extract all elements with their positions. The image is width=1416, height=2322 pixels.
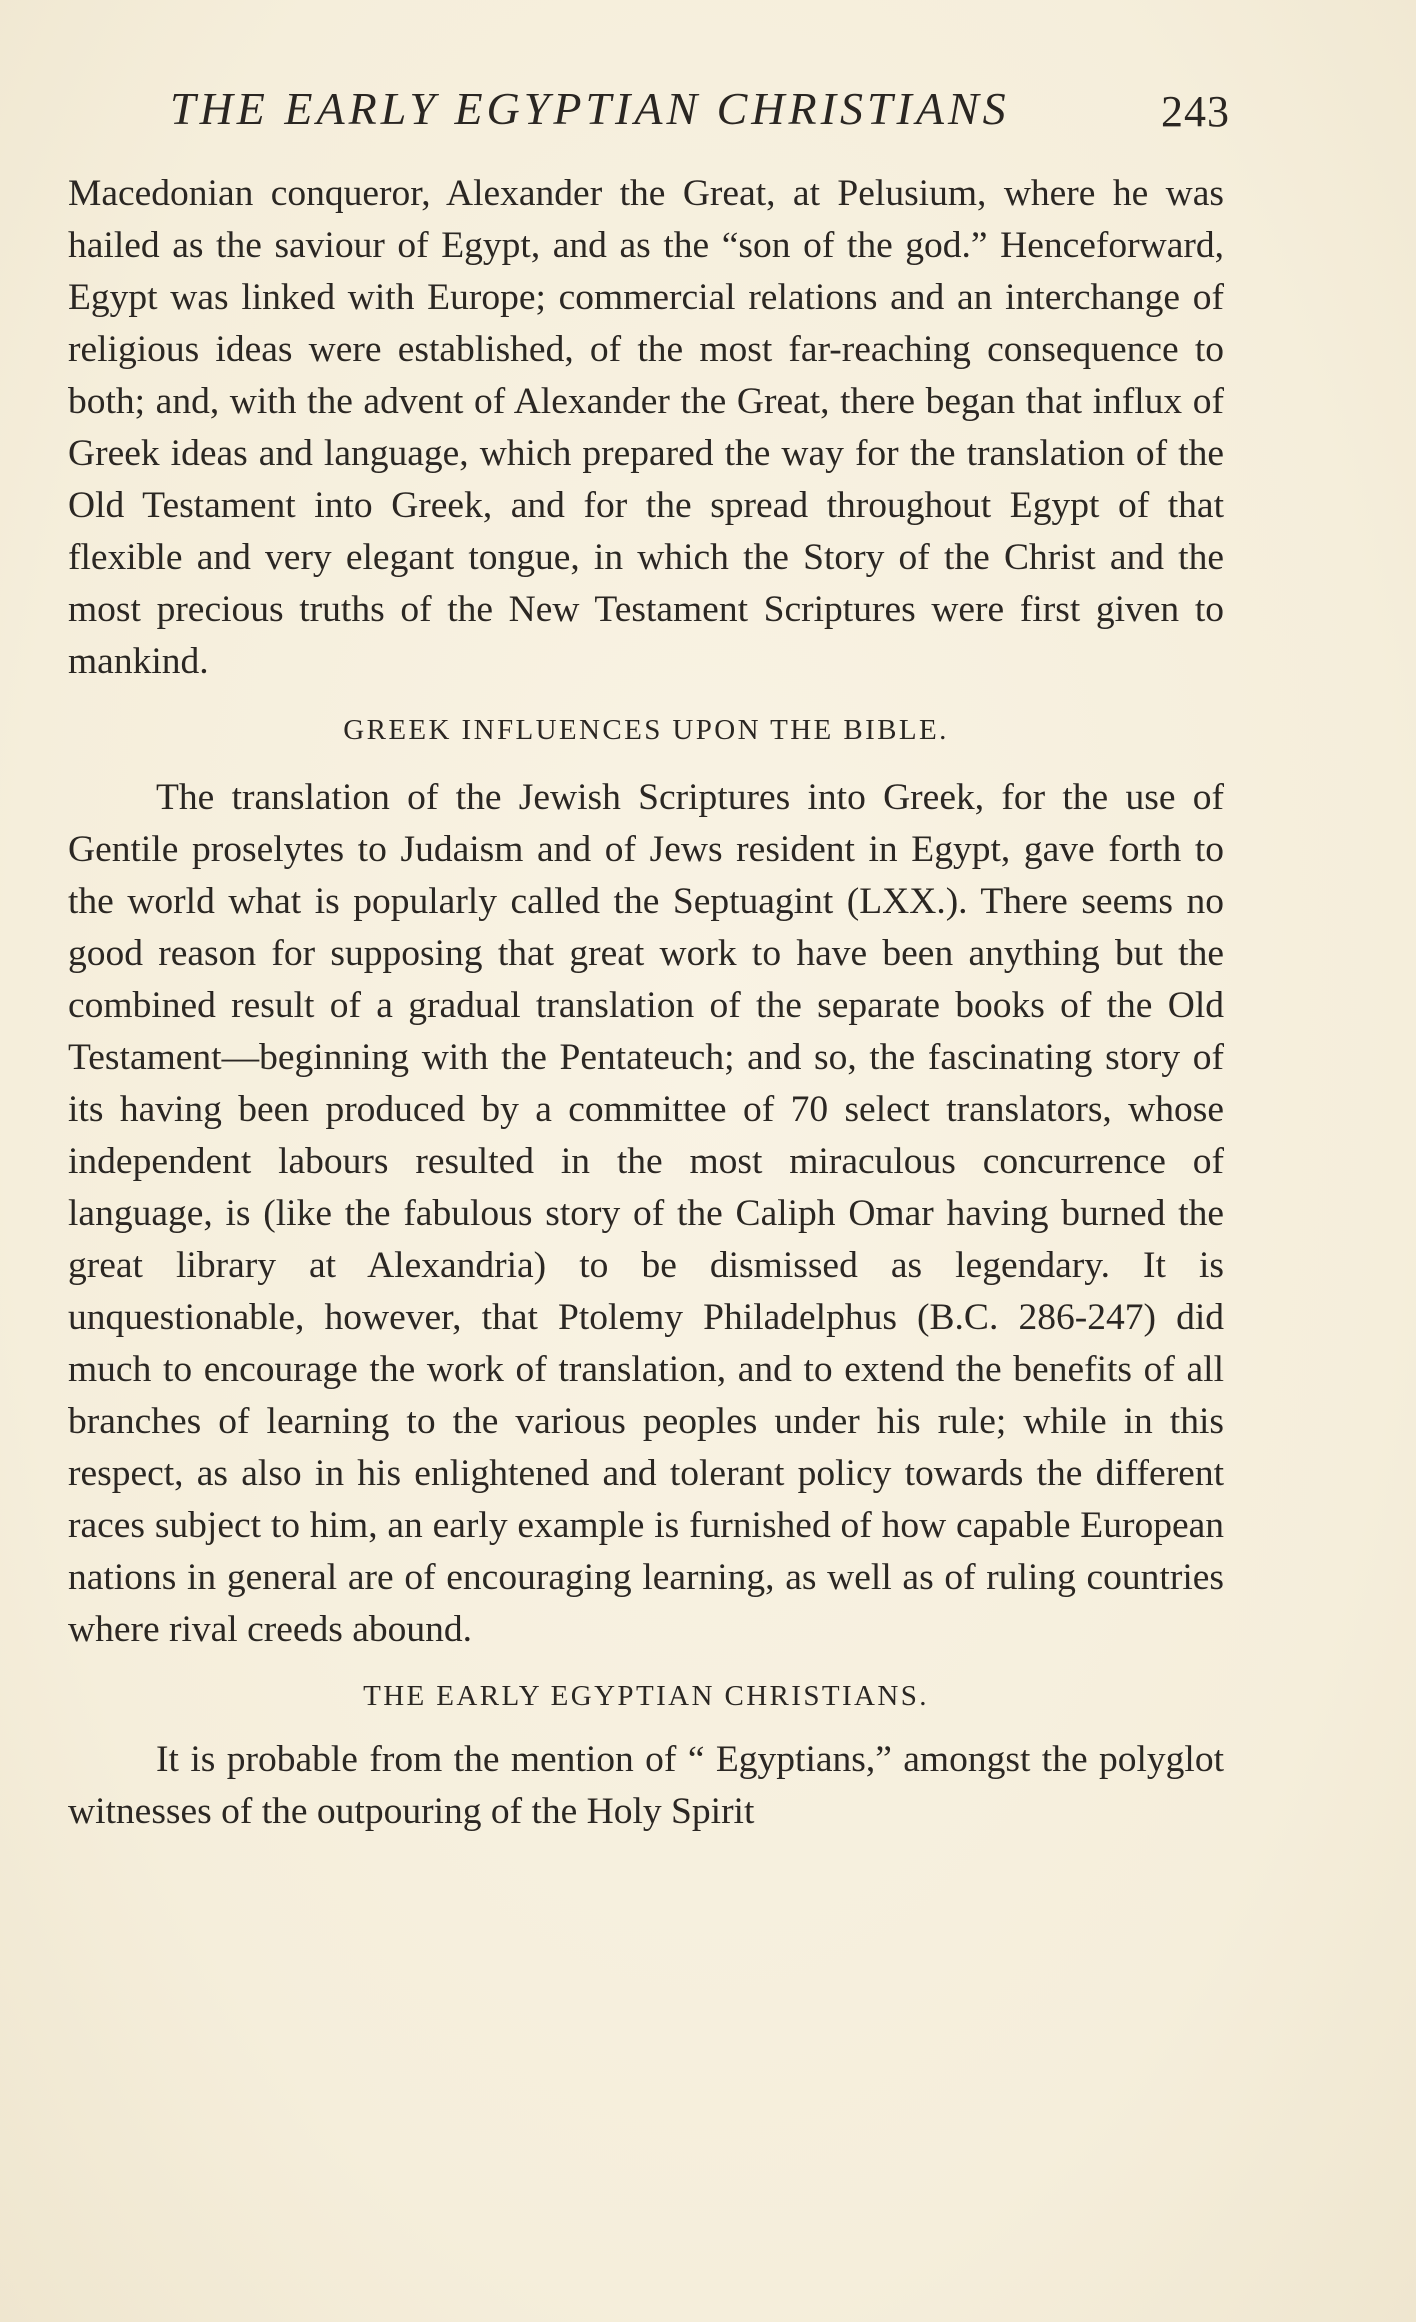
page-number: 243 bbox=[1161, 87, 1230, 136]
section-heading-early-christians: THE EARLY EGYPTIAN CHRISTIANS. bbox=[363, 1680, 929, 1712]
paragraph-continued: Macedonian conqueror, Alexander the Great, at Pelusium, where he was hailed as the saviour of Egypt, and as the “son of the god.” Henceforward, Egypt was linked with Europe; commercial relations and an interchange of religious ideas were established, of the most far-reaching consequence to both; and, with the advent of Alexander the Great, there began that influx of Greek ideas and language, which prepared the way for the translation of the Old Testament into Greek, and for the spread throughout Egypt of that flexible and very elegant tongue, in which the Story of the Christ and the most precious truths of the New Testament Scriptures were first given to mankind. bbox=[68, 173, 1224, 682]
running-head bbox=[170, 82, 1230, 142]
running-head-title: THE EARLY EGYPTIAN CHRISTIANS bbox=[170, 83, 1010, 134]
paragraph-egyptians: It is probable from the mention of “ Egyptians,” amongst the polyglot witnesses of the outpouring of the Holy Spirit bbox=[68, 1739, 1224, 1832]
paragraph-septuagint: The translation of the Jewish Scriptures into Greek, for the use of Gentile proselytes to Judaism and of Jews resident in Egypt, gave forth to the world what is popularly called the Septuagint (LXX.). There seems no good reason for supposing that great work to have been anything but the combined result of a gradual translation of the separate books of the Old Testament—beginning with the Pentateuch; and so, the fascinating story of its having been produced by a committee of 70 select translators, whose independent labours resulted in the most miraculous concurrence of language, is (like the fabulous story of the Caliph Omar having burned the great library at Alexandria) to be dismissed as legendary. It is unquestionable, however, that Ptolemy Philadelphus (B.C. 286-247) did much to encourage the work of translation, and to extend the benefits of all branches of learning to the various peoples under his rule; while in this respect, as also in his enlightened and tolerant policy towards the different races subject to him, an early example is furnished of how capable European nations in general are of encouraging learning, as well as of ruling countries where rival creeds abound. bbox=[68, 777, 1224, 1650]
body-text bbox=[68, 168, 1224, 1838]
section-heading-greek-influences: GREEK INFLUENCES UPON THE BIBLE. bbox=[343, 714, 949, 746]
